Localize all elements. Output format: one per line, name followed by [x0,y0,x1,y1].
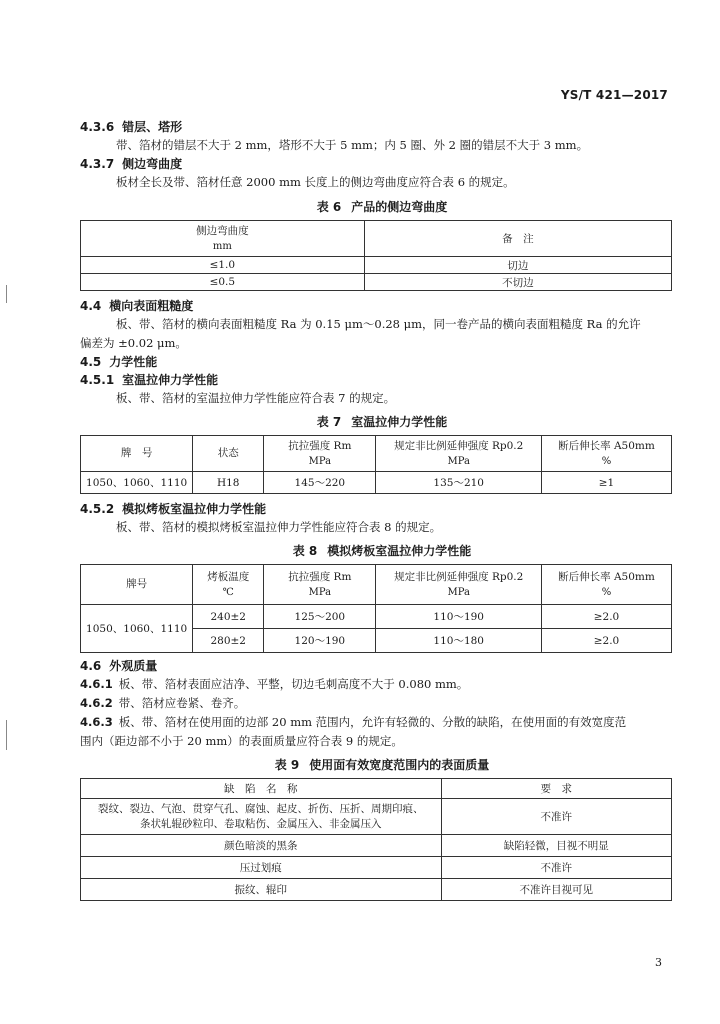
table-cell: 颜色暗淡的黑条 [81,835,442,857]
table-cell: 145～220 [264,472,376,494]
table-cell: ≥1 [541,472,671,494]
table-cell: 110～190 [376,605,541,629]
header-cell: 牌号 [81,565,193,605]
table-cell: 不准许 [441,857,672,879]
section-text: 带、箔材的错层不大于 2 mm，塔形不大于 5 mm；内 5 圈、外 2 圈的错层不大于 3 mm。 [116,138,589,152]
scan-artifact [6,720,7,750]
table-cell: ≥2.0 [541,605,671,629]
header-cell: 抗拉强度 Rm MPa [264,565,376,605]
table-caption: 表 6 产品的侧边弯曲度 [316,200,448,214]
table-cell: 不切边 [364,274,671,291]
page-number: 3 [655,956,662,969]
table-caption: 表 9 使用面有效宽度范围内的表面质量 [274,758,490,772]
table-cell: 1050、1060、1110 [81,605,193,653]
section-text: 板、带、箔材的横向表面粗糙度 Ra 为 0.15 μm～0.28 μm，同一卷产品的横向表面粗糙度 Ra 的允许 [116,317,641,331]
header-cell: 规定非比例延伸强度 Rp0.2 MPa [376,565,541,605]
table-8 [80,564,672,653]
header-cell: 状态 [193,436,264,472]
table-cell: ≤0.5 [81,274,365,291]
scan-artifact [6,285,7,303]
section-text: 4.6.2 带、箔材应卷紧、卷齐。 [80,696,246,710]
table-6 [80,220,672,291]
table-cell: H18 [193,472,264,494]
table-cell: 切边 [364,257,671,274]
header-cell: 牌 号 [81,436,193,472]
section-text: 板、带、箔材的模拟烤板室温拉伸力学性能应符合表 8 的规定。 [116,520,442,534]
table-cell: ≤1.0 [81,257,365,274]
section-text: 板材全长及带、箔材任意 2000 mm 长度上的侧边弯曲度应符合表 6 的规定。 [116,175,515,189]
table-cell: 缺陷轻微，目视不明显 [441,835,672,857]
header-cell: 抗拉强度 Rm MPa [264,436,376,472]
table-header-row [81,565,672,605]
section-heading: 4.3.7 侧边弯曲度 [80,157,183,171]
table-9 [80,778,672,901]
section-heading: 4.5.1 室温拉伸力学性能 [80,373,219,387]
header-cell: 断后伸长率 A50mm % [541,436,671,472]
table-cell: 110～180 [376,629,541,653]
table-header-row [81,779,672,799]
table-cell: ≥2.0 [541,629,671,653]
header-cell: 缺 陷 名 称 [81,779,442,799]
table-header-row [81,436,672,472]
header-cell: 要 求 [441,779,672,799]
standard-code: YS/T 421—2017 [560,88,668,102]
table-cell: 1050、1060、1110 [81,472,193,494]
table-cell: 120～190 [264,629,376,653]
table-7 [80,435,672,494]
table-cell: 125～200 [264,605,376,629]
table-caption: 表 7 室温拉伸力学性能 [316,415,448,429]
table-cell: 裂纹、裂边、气泡、贯穿气孔、腐蚀、起皮、折伤、压折、周期印痕、 条状轧辊砂粒印、卷取粘伤、金属压入、非金属压入 [81,799,442,835]
table-row [81,799,672,835]
table-row [81,257,672,274]
table-row [81,835,672,857]
section-heading: 4.5.2 模拟烤板室温拉伸力学性能 [80,502,267,516]
table-row [81,879,672,901]
table-row [81,274,672,291]
table-caption: 表 8 模拟烤板室温拉伸力学性能 [292,544,472,558]
table-row [81,605,672,629]
table-cell: 不准许 [441,799,672,835]
table-cell: 240±2 [193,605,264,629]
table-row [81,472,672,494]
header-cell: 侧边弯曲度 mm [81,221,365,257]
header-cell: 烤板温度 ℃ [193,565,264,605]
section-text: 4.6.1 板、带、箔材表面应洁净、平整，切边毛刺高度不大于 0.080 mm。 [80,677,469,691]
section-text: 4.6.3 板、带、箔材在使用面的边部 20 mm 范围内，允许有轻微的、分散的缺陷，在使用面的有效宽度范 [80,715,627,729]
header-cell: 备 注 [364,221,671,257]
table-cell: 振纹、辊印 [81,879,442,901]
table-header-row [81,221,672,257]
table-cell: 135～210 [376,472,541,494]
header-cell: 断后伸长率 A50mm % [541,565,671,605]
table-row [81,857,672,879]
header-cell: 规定非比例延伸强度 Rp0.2 MPa [376,436,541,472]
section-text: 板、带、箔材的室温拉伸力学性能应符合表 7 的规定。 [116,391,396,405]
table-cell: 不准许目视可见 [441,879,672,901]
page-content [80,118,672,901]
section-heading: 4.4 横向表面粗糙度 [80,299,194,313]
section-heading: 4.3.6 错层、塔形 [80,120,183,134]
section-text: 围内（距边部不小于 20 mm）的表面质量应符合表 9 的规定。 [80,734,403,748]
section-text: 偏差为 ±0.02 μm。 [80,336,187,350]
table-cell: 压过划痕 [81,857,442,879]
section-heading: 4.5 力学性能 [80,355,158,369]
table-cell: 280±2 [193,629,264,653]
section-heading: 4.6 外观质量 [80,659,158,673]
